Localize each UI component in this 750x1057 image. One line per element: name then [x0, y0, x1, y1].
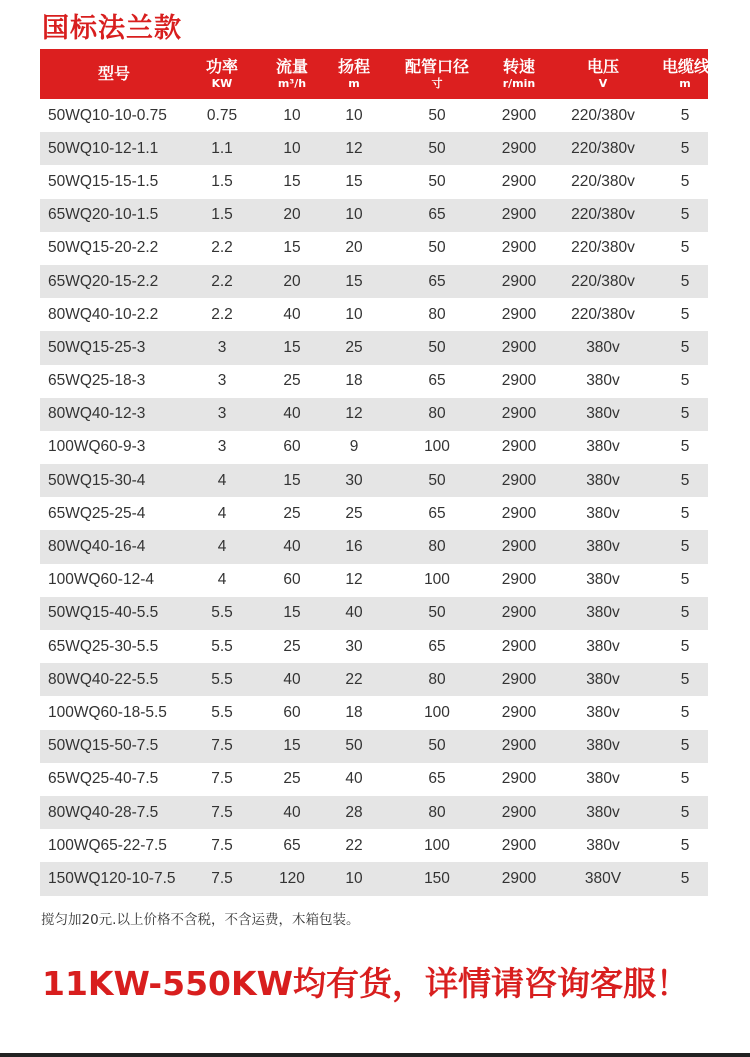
cell-speed: 2900 — [494, 265, 544, 298]
cell-voltage: 380v — [586, 504, 620, 522]
cell-voltage: 220/380v — [544, 199, 662, 232]
cell-voltage: 380v — [586, 571, 620, 589]
cell-power: 3 — [188, 331, 256, 364]
cell-flow: 25 — [283, 637, 301, 655]
cell-cable: 5 — [680, 836, 690, 854]
cell-head: 25 — [328, 331, 380, 364]
cell-flow: 15 — [256, 597, 328, 630]
bottom-divider — [0, 1053, 750, 1057]
cell-speed: 2900 — [501, 172, 537, 190]
cell-flow: 25 — [283, 770, 301, 788]
cell-pipe-diameter: 50 — [428, 239, 446, 257]
cell-flow: 40 — [256, 796, 328, 829]
cell-flow: 65 — [283, 836, 301, 854]
column-header-unit: KW — [211, 76, 233, 90]
cell-model: 100WQ60-18-5.5 — [48, 703, 167, 721]
cell-pipe-diameter: 65 — [428, 770, 446, 788]
cell-voltage: 380v — [544, 530, 662, 563]
cell-head: 18 — [345, 703, 363, 721]
cell-cable: 5 — [680, 172, 690, 190]
cell-pipe-diameter: 80 — [380, 796, 494, 829]
cell-model: 65WQ25-40-7.5 — [48, 770, 159, 788]
cell-speed: 2900 — [494, 464, 544, 497]
cell-head: 9 — [349, 438, 359, 456]
cell-pipe-diameter: 65 — [380, 199, 494, 232]
cell-head: 25 — [345, 504, 363, 522]
cell-power: 5.5 — [211, 703, 233, 721]
cell-model: 50WQ15-20-2.2 — [48, 239, 159, 257]
cell-voltage: 380v — [586, 438, 620, 456]
cell-model: 50WQ15-15-1.5 — [48, 172, 159, 190]
cell-model: 50WQ15-25-3 — [40, 331, 188, 364]
cell-model: 100WQ60-9-3 — [48, 438, 146, 456]
cell-flow: 20 — [256, 199, 328, 232]
cell-head: 20 — [345, 239, 363, 257]
cell-model: 50WQ10-12-1.1 — [40, 132, 188, 165]
table-row — [40, 564, 708, 597]
cell-cable: 5 — [680, 438, 690, 456]
cell-power: 3 — [217, 438, 227, 456]
cell-power: 7.5 — [211, 836, 233, 854]
cell-speed: 2900 — [494, 796, 544, 829]
table-row — [40, 497, 708, 530]
column-header-label: 配管口径 — [404, 56, 469, 76]
cell-head: 15 — [345, 172, 363, 190]
cell-voltage: 220/380v — [544, 265, 662, 298]
cell-flow: 40 — [256, 530, 328, 563]
cell-voltage: 380v — [586, 836, 620, 854]
cell-power: 4 — [217, 571, 227, 589]
cell-cable: 5 — [662, 730, 708, 763]
cell-head: 22 — [345, 836, 363, 854]
spec-table — [40, 49, 711, 896]
cell-pipe-diameter: 80 — [380, 398, 494, 431]
cell-flow: 15 — [256, 730, 328, 763]
cell-cable: 5 — [662, 530, 708, 563]
cell-head: 18 — [345, 372, 363, 390]
cell-voltage: 380v — [544, 663, 662, 696]
cell-speed: 2900 — [494, 132, 544, 165]
column-header-label: 功率 — [205, 56, 238, 76]
cell-pipe-diameter: 50 — [380, 132, 494, 165]
column-header-unit: m — [679, 76, 691, 90]
cell-flow: 15 — [283, 172, 301, 190]
cell-cable: 5 — [662, 663, 708, 696]
cell-cable: 5 — [680, 239, 690, 257]
table-row — [40, 431, 708, 464]
cell-speed: 2900 — [501, 770, 537, 788]
table-header-row — [40, 49, 708, 99]
cell-speed: 2900 — [494, 663, 544, 696]
cell-power: 1.1 — [188, 132, 256, 165]
cell-power: 4 — [217, 504, 227, 522]
page-title: 国标法兰款 — [42, 13, 182, 44]
cell-voltage: 220/380v — [571, 305, 635, 323]
cell-speed: 2900 — [501, 836, 537, 854]
cell-model: 65WQ20-10-1.5 — [40, 199, 188, 232]
cell-cable: 5 — [662, 331, 708, 364]
table-row — [40, 862, 708, 895]
column-header-flow — [256, 49, 328, 99]
cell-model: 50WQ15-40-5.5 — [40, 597, 188, 630]
cell-head: 22 — [328, 663, 380, 696]
cell-speed: 2900 — [501, 438, 537, 456]
cell-cable: 5 — [680, 703, 690, 721]
cell-cable: 5 — [662, 796, 708, 829]
column-header-cable — [662, 49, 711, 99]
cell-flow: 10 — [256, 132, 328, 165]
cell-voltage: 380v — [586, 372, 620, 390]
cell-power: 7.5 — [188, 796, 256, 829]
cell-voltage: 220/380v — [571, 172, 635, 190]
cell-pipe-diameter: 65 — [428, 637, 446, 655]
cell-head: 10 — [328, 199, 380, 232]
cell-head: 15 — [328, 265, 380, 298]
cell-flow: 15 — [283, 239, 301, 257]
cell-cable: 5 — [662, 398, 708, 431]
cell-speed: 2900 — [494, 730, 544, 763]
cell-head: 40 — [345, 770, 363, 788]
column-header-label: 型号 — [97, 63, 130, 83]
table-row — [40, 464, 708, 497]
cell-flow: 60 — [283, 571, 301, 589]
cell-flow: 10 — [283, 106, 301, 124]
cell-model: 100WQ60-12-4 — [48, 571, 154, 589]
column-header-label: 转速 — [502, 56, 535, 76]
cell-speed: 2900 — [501, 571, 537, 589]
cell-power: 5.5 — [188, 597, 256, 630]
cell-pipe-diameter: 50 — [380, 331, 494, 364]
cell-cable: 5 — [662, 597, 708, 630]
cell-cable: 5 — [680, 106, 690, 124]
availability-slogan: 11KW-550KW均有货，详情请咨询客服！ — [42, 964, 689, 1003]
cell-speed: 2900 — [494, 862, 544, 895]
cell-speed: 2900 — [501, 637, 537, 655]
cell-head: 40 — [328, 597, 380, 630]
cell-model: 80WQ40-28-7.5 — [40, 796, 188, 829]
cell-head: 30 — [328, 464, 380, 497]
cell-flow: 40 — [256, 398, 328, 431]
cell-power: 2.2 — [211, 305, 233, 323]
cell-voltage: 380v — [544, 464, 662, 497]
cell-speed: 2900 — [494, 597, 544, 630]
table-row — [40, 298, 708, 331]
cell-cable: 5 — [680, 305, 690, 323]
cell-flow: 60 — [283, 438, 301, 456]
cell-power: 7.5 — [211, 770, 233, 788]
cell-speed: 2900 — [494, 199, 544, 232]
table-row — [40, 132, 708, 165]
cell-cable: 5 — [680, 770, 690, 788]
column-header-unit: m³/h — [277, 76, 307, 90]
cell-speed: 2900 — [494, 331, 544, 364]
table-row — [40, 597, 708, 630]
cell-pipe-diameter: 50 — [380, 464, 494, 497]
cell-speed: 2900 — [501, 106, 537, 124]
column-header-unit: V — [598, 76, 608, 90]
price-note: 搅匀加20元.以上价格不含税，不含运费，木箱包装。 — [41, 912, 360, 928]
table-row — [40, 763, 708, 796]
cell-pipe-diameter: 50 — [380, 730, 494, 763]
cell-power: 2.2 — [211, 239, 233, 257]
table-row — [40, 265, 708, 298]
cell-model: 100WQ65-22-7.5 — [48, 836, 167, 854]
column-header-label: 流量 — [275, 56, 308, 76]
cell-cable: 5 — [662, 265, 708, 298]
cell-head: 10 — [345, 106, 363, 124]
cell-pipe-diameter: 80 — [380, 663, 494, 696]
column-header-power — [188, 49, 256, 99]
cell-voltage: 220/380v — [571, 106, 635, 124]
cell-head: 12 — [328, 132, 380, 165]
cell-power: 4 — [188, 464, 256, 497]
cell-pipe-diameter: 50 — [428, 106, 446, 124]
cell-pipe-diameter: 65 — [428, 504, 446, 522]
cell-power: 4 — [188, 530, 256, 563]
cell-head: 10 — [328, 862, 380, 895]
cell-pipe-diameter: 65 — [428, 372, 446, 390]
cell-cable: 5 — [662, 199, 708, 232]
cell-model: 80WQ40-16-4 — [40, 530, 188, 563]
column-header-speed — [494, 49, 544, 99]
cell-power: 7.5 — [188, 862, 256, 895]
cell-speed: 2900 — [501, 239, 537, 257]
cell-model: 65WQ25-30-5.5 — [48, 637, 159, 655]
cell-power: 5.5 — [211, 637, 233, 655]
cell-pipe-diameter: 65 — [380, 265, 494, 298]
cell-head: 12 — [345, 571, 363, 589]
cell-voltage: 380v — [544, 331, 662, 364]
column-header-voltage — [544, 49, 662, 99]
cell-power: 5.5 — [188, 663, 256, 696]
cell-power: 1.5 — [211, 172, 233, 190]
cell-voltage: 380v — [586, 637, 620, 655]
cell-pipe-diameter: 80 — [428, 305, 446, 323]
cell-head: 10 — [345, 305, 363, 323]
table-row — [40, 365, 708, 398]
cell-head: 16 — [328, 530, 380, 563]
cell-speed: 2900 — [501, 703, 537, 721]
cell-cable: 5 — [662, 862, 708, 895]
column-header-unit: m — [348, 76, 360, 90]
cell-speed: 2900 — [501, 305, 537, 323]
table-row — [40, 398, 708, 431]
table-row — [40, 530, 708, 563]
cell-head: 28 — [328, 796, 380, 829]
cell-speed: 2900 — [501, 504, 537, 522]
column-header-unit: 寸 — [431, 76, 443, 90]
cell-flow: 60 — [283, 703, 301, 721]
cell-model: 150WQ120-10-7.5 — [40, 862, 188, 895]
cell-flow: 15 — [256, 331, 328, 364]
table-row — [40, 99, 708, 132]
cell-pipe-diameter: 150 — [380, 862, 494, 895]
cell-speed: 2900 — [501, 372, 537, 390]
cell-model: 80WQ40-12-3 — [40, 398, 188, 431]
column-header-unit: r/min — [502, 76, 536, 90]
table-row — [40, 331, 708, 364]
cell-flow: 15 — [256, 464, 328, 497]
table-row — [40, 663, 708, 696]
cell-model: 80WQ40-10-2.2 — [48, 305, 159, 323]
table-row — [40, 232, 708, 265]
cell-power: 3 — [188, 398, 256, 431]
cell-model: 50WQ15-30-4 — [40, 464, 188, 497]
table-row — [40, 165, 708, 198]
column-header-head — [328, 49, 380, 99]
cell-flow: 25 — [283, 372, 301, 390]
cell-power: 0.75 — [206, 106, 238, 124]
cell-flow: 40 — [283, 305, 301, 323]
cell-speed: 2900 — [494, 530, 544, 563]
cell-speed: 2900 — [494, 398, 544, 431]
table-row — [40, 630, 708, 663]
table-row — [40, 696, 708, 729]
cell-voltage: 380v — [544, 597, 662, 630]
cell-cable: 5 — [662, 132, 708, 165]
cell-head: 30 — [345, 637, 363, 655]
cell-power: 7.5 — [188, 730, 256, 763]
cell-cable: 5 — [680, 504, 690, 522]
cell-pipe-diameter: 50 — [428, 172, 446, 190]
table-body — [40, 99, 708, 896]
cell-model: 80WQ40-22-5.5 — [40, 663, 188, 696]
cell-voltage: 380v — [586, 770, 620, 788]
cell-flow: 20 — [256, 265, 328, 298]
cell-pipe-diameter: 80 — [380, 530, 494, 563]
cell-flow: 120 — [256, 862, 328, 895]
cell-cable: 5 — [662, 464, 708, 497]
table-row — [40, 796, 708, 829]
column-header-label: 电缆线 — [662, 56, 711, 76]
cell-voltage: 220/380v — [571, 239, 635, 257]
cell-model: 50WQ10-10-0.75 — [48, 106, 167, 124]
cell-cable: 5 — [680, 571, 690, 589]
cell-pipe-diameter: 100 — [424, 438, 450, 456]
cell-power: 1.5 — [188, 199, 256, 232]
cell-flow: 40 — [256, 663, 328, 696]
cell-voltage: 380v — [544, 730, 662, 763]
cell-flow: 25 — [283, 504, 301, 522]
cell-voltage: 380v — [544, 398, 662, 431]
column-header-label: 扬程 — [337, 56, 370, 76]
cell-power: 3 — [217, 372, 227, 390]
column-header-model — [40, 49, 188, 99]
cell-power: 2.2 — [188, 265, 256, 298]
cell-model: 65WQ20-15-2.2 — [40, 265, 188, 298]
cell-model: 65WQ25-18-3 — [48, 372, 146, 390]
cell-cable: 5 — [680, 372, 690, 390]
table-row — [40, 199, 708, 232]
cell-pipe-diameter: 100 — [424, 703, 450, 721]
table-row — [40, 829, 708, 862]
cell-pipe-diameter: 100 — [424, 571, 450, 589]
cell-model: 65WQ25-25-4 — [48, 504, 146, 522]
cell-head: 50 — [328, 730, 380, 763]
column-header-pipe-diameter — [380, 49, 494, 99]
cell-voltage: 380V — [544, 862, 662, 895]
cell-pipe-diameter: 50 — [380, 597, 494, 630]
table-row — [40, 730, 708, 763]
column-header-label: 电压 — [586, 56, 619, 76]
cell-pipe-diameter: 100 — [424, 836, 450, 854]
cell-voltage: 220/380v — [544, 132, 662, 165]
cell-head: 12 — [328, 398, 380, 431]
cell-model: 50WQ15-50-7.5 — [40, 730, 188, 763]
cell-voltage: 380v — [586, 703, 620, 721]
cell-cable: 5 — [680, 637, 690, 655]
cell-voltage: 380v — [544, 796, 662, 829]
